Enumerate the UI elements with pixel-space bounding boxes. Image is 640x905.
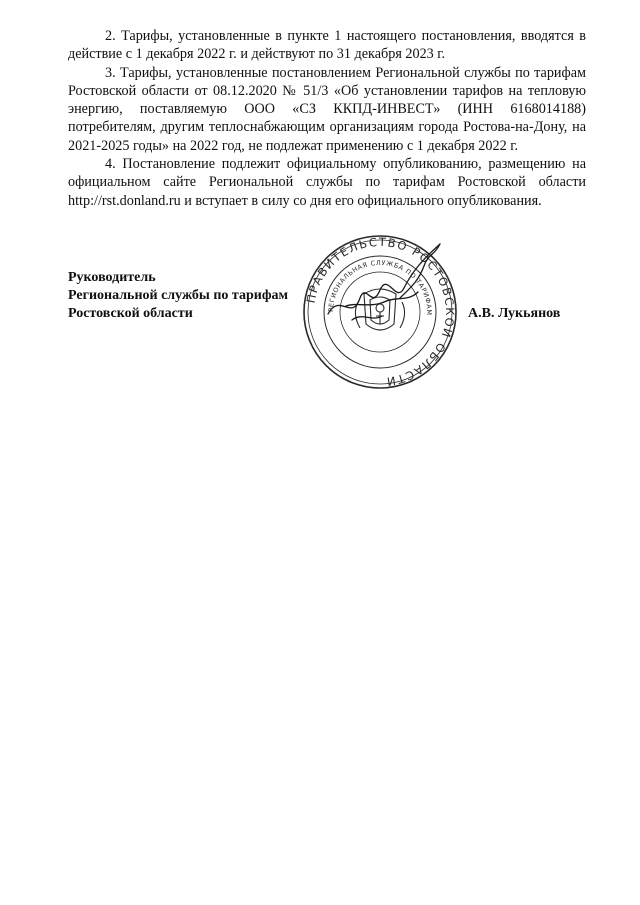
signatory-title bbox=[68, 269, 288, 323]
signatory-title-line2: Региональной службы по тарифам bbox=[68, 288, 289, 303]
signatory-name: А.В. Лукьянов bbox=[468, 306, 561, 321]
svg-text:РЕГИОНАЛЬНАЯ СЛУЖБА ПО ТАРИФАМ: РЕГИОНАЛЬНАЯ СЛУЖБА ПО ТАРИФАМ bbox=[326, 258, 434, 316]
signatory-title-line3: Ростовской области bbox=[68, 306, 193, 321]
paragraph-2: 2. Тарифы, установленные в пункте 1 настоящего постановления, вводятся в действие с 1 декабря 2022 г. и действуют по 31 декабря 2023 г. bbox=[68, 28, 586, 63]
paragraph-4: 4. Постановление подлежит официальному опубликованию, размещению на официальном сайте Региональной службы по тарифам Ростовской области http://rst.donland.ru и вступает в силу со дня его официального опубликования. bbox=[68, 156, 586, 209]
svg-text:ПРАВИТЕЛЬСТВО РОСТОВСКОЙ ОБЛАС: ПРАВИТЕЛЬСТВО РОСТОВСКОЙ ОБЛАСТИ bbox=[303, 234, 458, 389]
paragraph-3: 3. Тарифы, установленные постановлением Региональной службы по тарифам Ростовской области от 08.12.2020 № 51/3 «Об установлении тарифов на тепловую энергию, поставляемую ООО «СЗ ККПД-ИНВЕСТ» (ИНН 6168014188) потребителям, другим теплоснабжающим организациям города Ростова-на-Дону, на 2021-2025 годы» на 2022 год, не подлежат применению с 1 декабря 2022 г. bbox=[68, 64, 586, 154]
document-body bbox=[68, 27, 586, 210]
official-seal-icon bbox=[300, 232, 460, 392]
signatory-title-line1: Руководитель bbox=[68, 270, 156, 285]
